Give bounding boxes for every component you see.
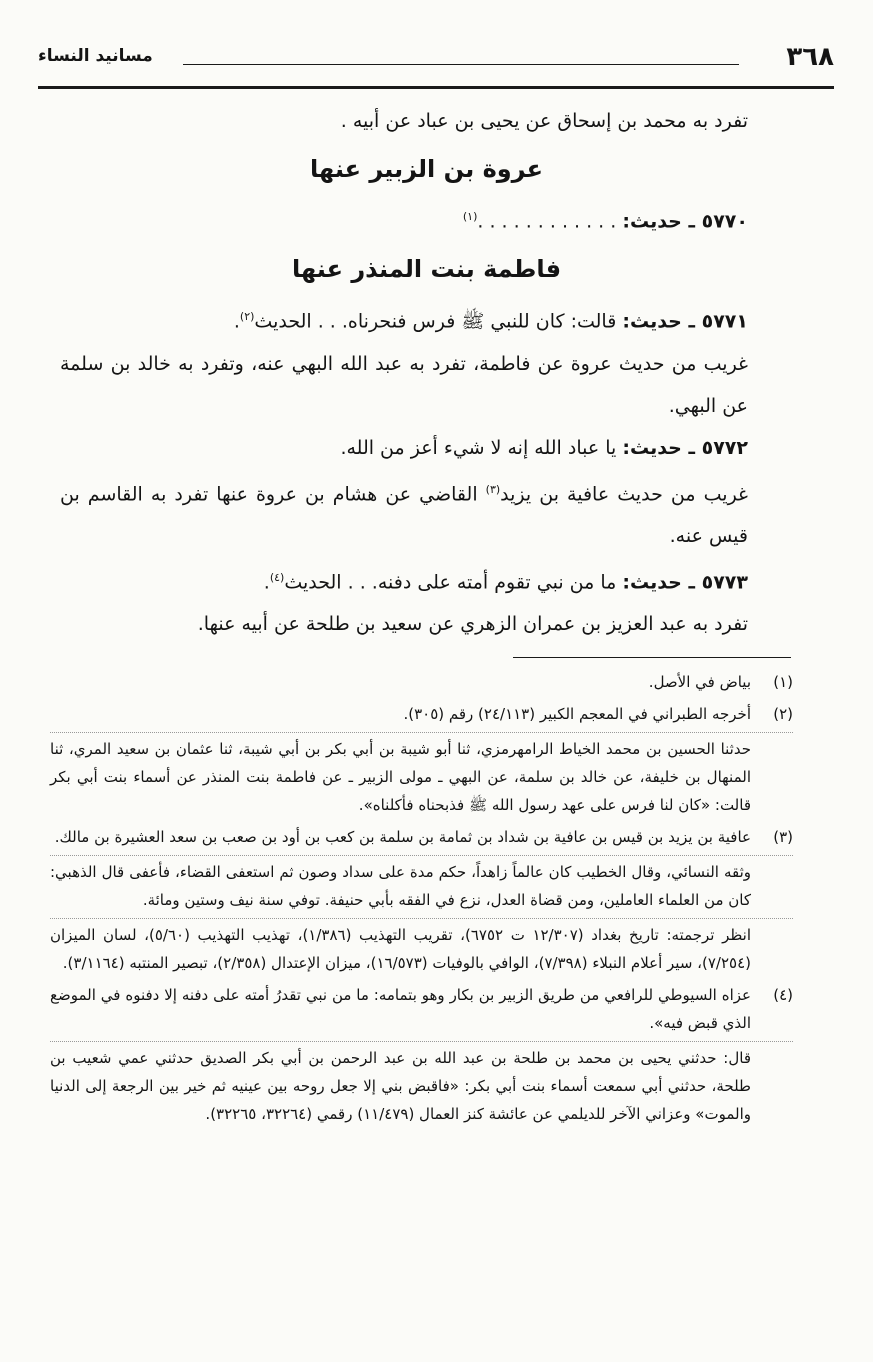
footnote-4-mark: (٤) bbox=[773, 986, 793, 1004]
hadith-5772-text: يا عباد الله إنه لا شيء أعز من الله. bbox=[340, 436, 617, 459]
note-2-part-b: القاضي عن هشام بن عروة عنها تفرد به القاسم بن قيس عنه. bbox=[60, 482, 748, 547]
hadith-5773: ٥٧٧٣ ـ حديث: ما من نبي تقوم أمته على دفنه. . . الحديث$^{(٤)}$. bbox=[263, 570, 748, 594]
hadith-5771-text: قالت: كان للنبي ﷺ فرس فنحرناه. . . الحديث bbox=[254, 310, 617, 333]
footnote-1-mark: (١) bbox=[773, 673, 793, 691]
main-text bbox=[60, 100, 793, 645]
footnote-2-mark: (٢) bbox=[773, 705, 793, 723]
footnote-3-refs: انظر ترجمته: تاريخ بغداد (١٢/٣٠٧ ت ٦٧٥٢)، تقريب التهذيب (١/٣٨٦)، تهذيب التهذيب (٥/٦٠)، لسان الميزان (٧/٢٥٤)، سير أعلام النبلاء (٧/٣٩٨)، الوافي بالوفيات (١٦/٥٧٣)، ميزان الإعتدال (٢/٣٥٨)، تبصير المنتبه (٣/١١٦٤). bbox=[50, 918, 793, 977]
hadith-5770-dots: . . . . . . . . . . . . bbox=[477, 210, 617, 233]
footnote-3 bbox=[50, 823, 793, 977]
footnote-ref-4: (٤) bbox=[269, 570, 285, 584]
hadith-5773-label: ٥٧٧٣ ـ حديث: bbox=[622, 571, 748, 594]
footnote-3-bio: وثقه النسائي، وقال الخطيب كان عالماً زاهداً، حكم مدة على سداد وصون ثم استعفى القضاء، فأعفى قال الذهبي: كان من العلماء العاملين، ومن قضاة العدل، نزع في الفقه بأبي حنيفة. توفي سنة نيف وستين ومائة. bbox=[50, 855, 793, 914]
footnote-separator bbox=[513, 657, 791, 658]
running-title: مسانيد النساء bbox=[38, 46, 153, 66]
footnote-2-text: أخرجه الطبراني في المعجم الكبير (٢٤/١١٣) رقم (٣٠٥). bbox=[403, 705, 751, 723]
hadith-5771: ٥٧٧١ ـ حديث: قالت: كان للنبي ﷺ فرس فنحرناه. . . الحديث$^{(٢)}$. bbox=[233, 310, 748, 333]
note-2-part-a: غريب من حديث عافية بن يزيد bbox=[500, 482, 748, 505]
hadith-5773-text: ما من نبي تقوم أمته على دفنه. . . الحديث bbox=[284, 571, 617, 594]
hadith-5772 bbox=[60, 427, 793, 469]
footnote-2 bbox=[50, 700, 793, 819]
hadith-5770-label: ٥٧٧٠ ـ حديث: bbox=[622, 210, 748, 233]
note-2 bbox=[60, 469, 793, 557]
footnote-ref-2: (٢) bbox=[239, 310, 255, 324]
header-rule bbox=[183, 64, 739, 65]
section-title-fatima: فاطمة بنت المنذر عنها bbox=[291, 255, 562, 284]
footnote-3-text: عافية بن يزيد بن قيس بن عافية بن شداد بن ثمامة بن سلمة بن كعب بن أود بن صعب بن سعد العشيرة بن مالك. bbox=[54, 828, 751, 846]
note-1: غريب من حديث عروة عن فاطمة، تفرد به عبد الله البهي عنه، وتفرد به خالد بن سلمة عن البهي. bbox=[60, 352, 748, 417]
footnote-2-isnad: حدثنا الحسين بن محمد الخياط الرامهرمزي، ثنا أبو شيبة بن أبي بكر بن أبي شيبة، ثنا عثمان بن سعيد المري، ثنا المنهال بن خليفة، عن خالد بن سلمة، عن البهي ـ مولى الزبير ـ عن فاطمة بنت المنذر عن أسماء بنت أبي بكر قالت: «كان لنا فرس على عهد رسول الله ﷺ فذبحناه فأكلناه». bbox=[50, 732, 793, 819]
section-title-urwa: عروة بن الزبير عنها bbox=[309, 155, 544, 183]
hadith-5771-label: ٥٧٧١ ـ حديث: bbox=[622, 310, 748, 333]
intro-line: تفرد به محمد بن إسحاق عن يحيى بن عباد عن أبيه . bbox=[340, 110, 748, 132]
page-header bbox=[38, 42, 834, 89]
footnote-ref-1: (١) bbox=[462, 210, 478, 223]
footnote-ref-3: (٣) bbox=[485, 482, 501, 496]
note-3: تفرد به عبد العزيز بن عمران الزهري عن سعيد بن طلحة عن أبيه عنها. bbox=[197, 613, 748, 636]
footnote-4-isnad: قال: حدثني يحيى بن محمد بن طلحة بن عبد الله بن عبد الرحمن بن أبي بكر الصديق حدثني عمي شعيب بن طلحة، حدثني أبي سمعت أسماء بنت أبي بكر: «فاقبض بني إلا جعل روحه بين عينيه ثم خير بين الرجعة إلى الدنيا والموت» وعزاني الآخر للديلمي عن عائشة كنز العمال (١١/٤٧٩) رقمي (٣٢٢٦٤، ٣٢٢٦٥). bbox=[50, 1041, 793, 1128]
footnote-4-text: عزاه السيوطي للرافعي من طريق الزبير بن بكار وهو بتمامه: ما من نبي تقدرُ أمته على دفنه إلا دفنوه في الموضع الذي قبض فيه». bbox=[50, 986, 751, 1032]
footnote-4 bbox=[50, 981, 793, 1128]
hadith-5772-label: ٥٧٧٢ ـ حديث: bbox=[622, 436, 748, 459]
footnote-1-text: بياض في الأصل. bbox=[648, 673, 751, 691]
page-number: ٣٦٨ bbox=[786, 42, 834, 72]
hadith-5770 bbox=[60, 196, 793, 242]
footnote-1 bbox=[50, 668, 793, 696]
footnotes bbox=[50, 668, 793, 1132]
footnote-3-mark: (٣) bbox=[773, 828, 793, 846]
